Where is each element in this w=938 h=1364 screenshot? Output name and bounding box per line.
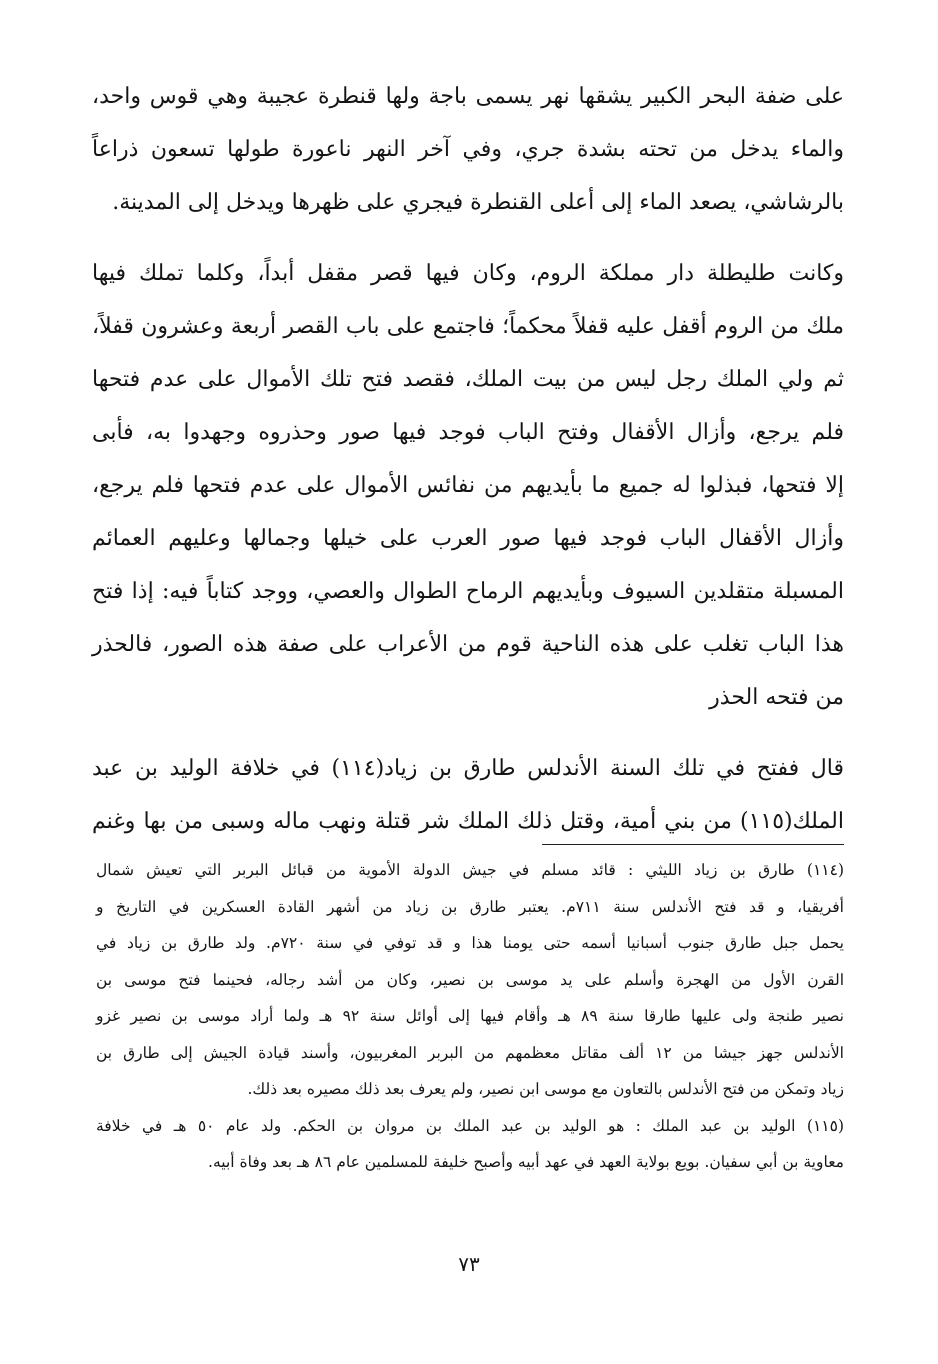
text-line: من فتحه الحذر xyxy=(709,685,844,710)
paragraph-locked-palace xyxy=(92,247,844,724)
paragraph-bridge xyxy=(92,70,844,229)
paragraph-conquest xyxy=(92,742,844,848)
footnote-line: يحمل جبل طارق جنوب أسبانيا أسمه حتى يومنا هذا و قد توفي في سنة ٧٢٠م. ولد طارق بن زياد في xyxy=(96,934,844,952)
footnote-line: زياد وتمكن من فتح الأندلس بالتعاون مع موسى ابن نصير، ولم يعرف بعد ذلك مصيره بعد ذلك. xyxy=(247,1080,844,1098)
text-line: على ضفة البحر الكبير يشقها نهر يسمى باجة ولها قنطرة عجيبة وهي قوس واحد، xyxy=(92,84,844,109)
text-line: بالرشاشي، يصعد الماء إلى أعلى القنطرة فيجري على ظهرها ويدخل إلى المدينة. xyxy=(112,190,844,215)
text-line: الملك(١١٥) من بني أمية، وقتل ذلك الملك شر قتلة ونهب ماله وسبى من بها وغنم xyxy=(92,809,844,834)
text-line: ثم ولي الملك رجل ليس من بيت الملك، فقصد فتح تلك الأموال على عدم فتحها xyxy=(92,367,844,392)
footnote-line: نصير طنجة ولى عليها طارقا سنة ٨٩ هـ وأقام فيها إلى أوائل سنة ٩٢ هـ ولما أراد موسى بن نصير غزو xyxy=(96,1007,844,1025)
text-line: إلا فتحها، فبذلوا له جميع ما بأيديهم من نفائس الأموال على عدم فتحها فلم يرجع، xyxy=(92,473,844,498)
text-line: هذا الباب تغلب على هذه الناحية قوم من الأعراب على صفة هذه الصور، فالحذر xyxy=(92,632,844,657)
footnote-divider xyxy=(542,844,844,845)
text-line: ملك من الروم أقفل عليه قفلاً محكماً؛ فاجتمع على باب القصر أربعة وعشرون قفلاً، xyxy=(92,314,844,339)
footnotes-section xyxy=(96,852,844,1181)
page-number: ٧٣ xyxy=(458,1252,480,1276)
footnote-115 xyxy=(96,1108,844,1181)
footnote-line: (١١٥) الوليد بن عبد الملك : هو الوليد بن عبد الملك بن مروان بن الحكم. ولد عام ٥٠ هـ في خلافة xyxy=(96,1116,845,1135)
text-line: وأزال الأقفال الباب فوجد فيها صور العرب على خيلها وجمالها وعليهم العمائم xyxy=(92,526,845,551)
footnote-line: القرن الأول من الهجرة وأسلم على يد موسى بن نصير، وكان من أشد رجاله، فحينما فتح موسى بن xyxy=(96,970,844,989)
footnote-line: (١١٤) طارق بن زياد الليثي : قائد مسلم في جيش الدولة الأموية من قبائل البربر التي تعيش شمال xyxy=(96,861,844,879)
footnote-line: معاوية بن أبي سفيان. بويع بولاية العهد في عهد أبيه وأصبح خليفة للمسلمين عام ٨٦ هـ بعد وفاة أبيه. xyxy=(208,1153,844,1171)
text-line: وكانت طليطلة دار مملكة الروم، وكان فيها قصر مقفل أبداً، وكلما تملك فيها xyxy=(92,261,844,286)
text-line: المسبلة متقلدين السيوف وبأيديهم الرماح الطوال والعصي، ووجد كتاباً فيه: إذا فتح xyxy=(92,579,844,604)
main-text-body xyxy=(92,70,844,848)
footnote-114 xyxy=(96,852,844,1108)
text-line: قال ففتح في تلك السنة الأندلس طارق بن زياد(١١٤) في خلافة الوليد بن عبد xyxy=(92,756,845,781)
text-line: والماء يدخل من تحته بشدة جري، وفي آخر النهر ناعورة طولها تسعون ذراعاً xyxy=(92,137,844,162)
text-line: فلم يرجع، وأزال الأقفال وفتح الباب فوجد فيها صور وحذروه وجهدوا به، فأبى xyxy=(92,420,844,445)
footnote-line: الأندلس جهز جيشا من ١٢ ألف مقاتل معظمهم من البربر المغربيون، وأسند قيادة الجيش إلى طارق بن xyxy=(96,1043,844,1062)
footnote-line: أفريقيا، و قد فتح الأندلس سنة ٧١١م. يعتبر طارق بن زياد من أشهر القادة العسكرين في التاريخ و xyxy=(96,897,844,916)
